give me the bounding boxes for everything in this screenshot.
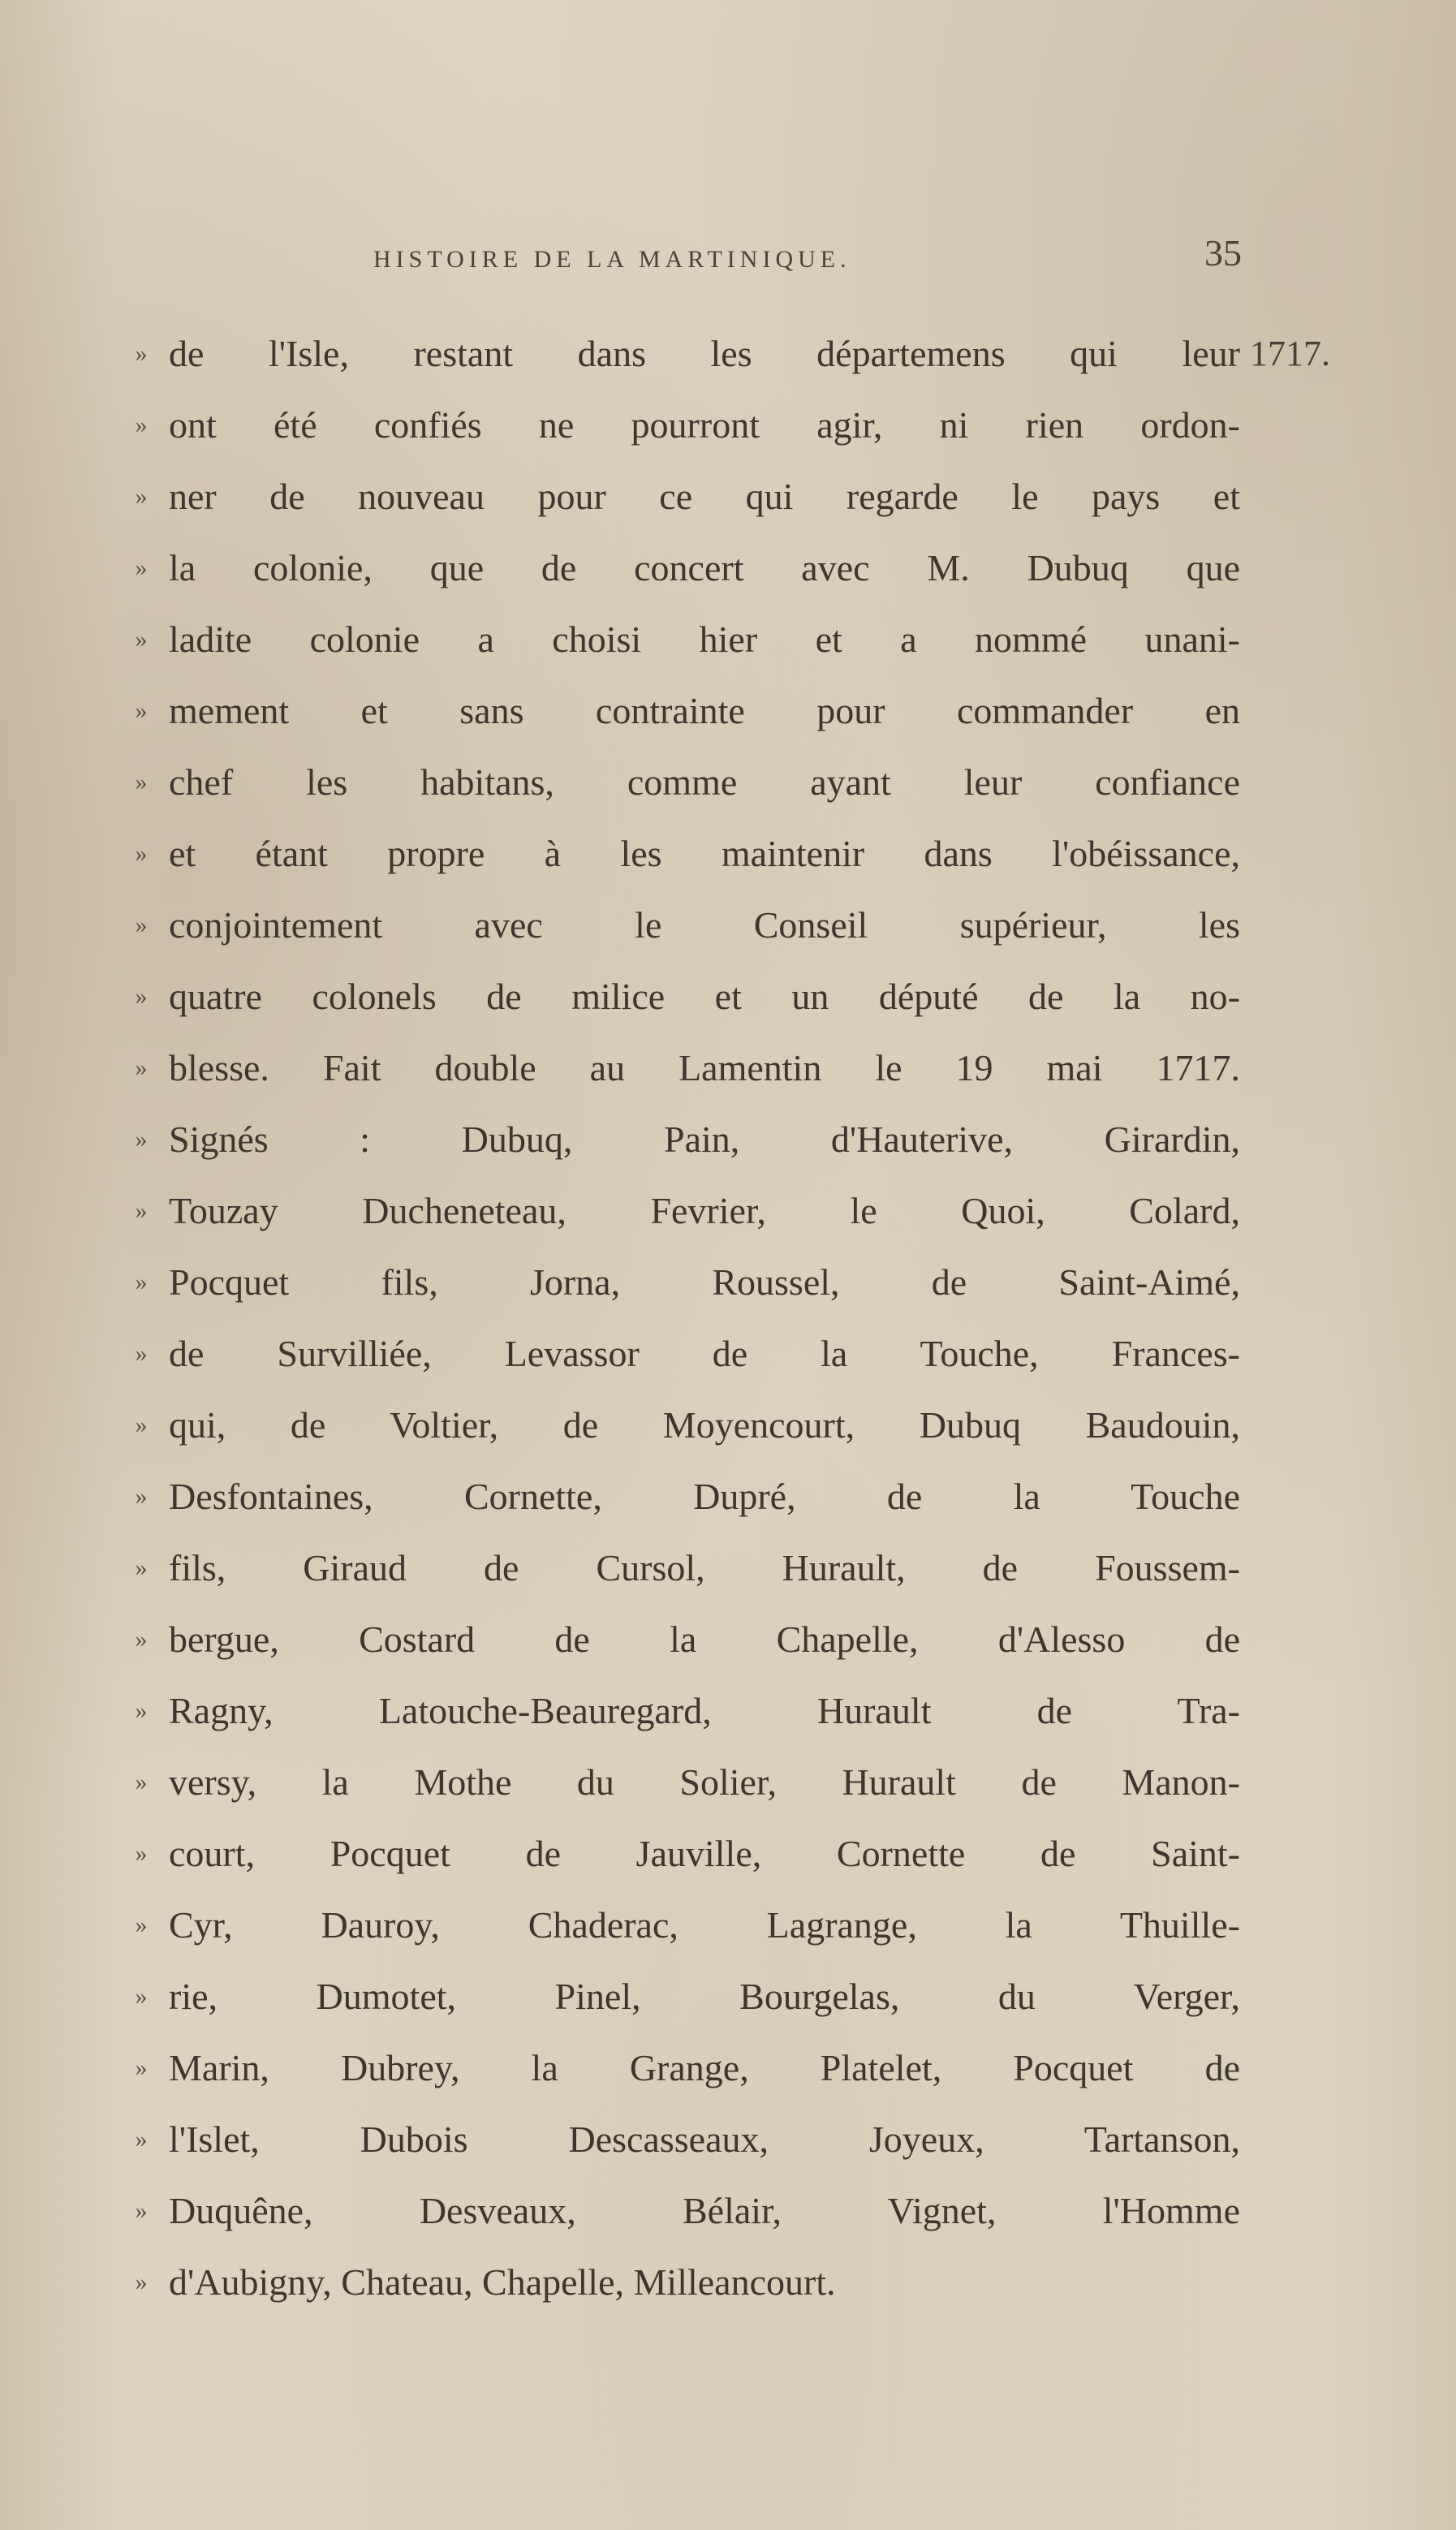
- line-text: de Survilliée, Levassor de la Touche, Frances-: [169, 1333, 1240, 1374]
- quote-mark: »: [135, 1769, 148, 1795]
- line-text: quatre colonels de milice et un député de la no-: [169, 976, 1240, 1017]
- text-line: [122, 1961, 1242, 2032]
- line-text: mement et sans contrainte pour commander en: [169, 690, 1240, 731]
- quote-mark: »: [135, 1912, 148, 1938]
- text-line: [122, 961, 1242, 1032]
- text-line: [122, 1104, 1242, 1175]
- quote-mark: »: [135, 1840, 148, 1867]
- quote-mark: »: [135, 1126, 148, 1153]
- text-line: [122, 2104, 1242, 2175]
- quote-mark: »: [135, 983, 148, 1010]
- text-line: [122, 1318, 1242, 1390]
- quote-mark: »: [135, 2126, 148, 2153]
- text-line: [122, 532, 1242, 604]
- text-line: [122, 1747, 1242, 1818]
- line-text: Cyr, Dauroy, Chaderac, Lagrange, la Thuille-: [169, 1904, 1240, 1946]
- quote-mark: »: [135, 340, 148, 367]
- quote-mark: »: [135, 840, 148, 867]
- line-text: Desfontaines, Cornette, Dupré, de la Touche: [169, 1476, 1240, 1517]
- quote-mark: »: [135, 1554, 148, 1581]
- line-text: ont été confiés ne pourront agir, ni rien ordon-: [169, 404, 1240, 446]
- line-text: bergue, Costard de la Chapelle, d'Alesso de: [169, 1618, 1240, 1660]
- quote-mark: »: [135, 697, 148, 724]
- line-text: Ragny, Latouche-Beauregard, Hurault de Tra-: [169, 1690, 1240, 1731]
- quote-mark: »: [135, 2054, 148, 2081]
- text-line: [122, 1032, 1242, 1104]
- quote-mark: »: [135, 769, 148, 795]
- line-text: Touzay Ducheneteau, Fevrier, le Quoi, Colard,: [169, 1190, 1240, 1231]
- text-line: [122, 2032, 1242, 2104]
- quote-mark: »: [135, 912, 148, 938]
- text-line: [122, 1247, 1242, 1318]
- line-text: qui, de Voltier, de Moyencourt, Dubuq Baudouin,: [169, 1404, 1240, 1446]
- text-line: [122, 1675, 1242, 1747]
- line-text: Signés : Dubuq, Pain, d'Hauterive, Girardin,: [169, 1118, 1240, 1160]
- line-text: de l'Isle, restant dans les départemens qui leur: [169, 333, 1240, 374]
- running-title: HISTOIRE DE LA MARTINIQUE.: [373, 246, 851, 273]
- quote-mark: »: [135, 1197, 148, 1224]
- quote-mark: »: [135, 1626, 148, 1653]
- text-line: [122, 818, 1242, 890]
- text-line: [122, 1390, 1242, 1461]
- line-text: conjointement avec le Conseil supérieur, les: [169, 904, 1240, 946]
- page-header: [373, 231, 1242, 288]
- line-text: l'Islet, Dubois Descasseaux, Joyeux, Tartanson,: [169, 2118, 1240, 2160]
- quote-mark: »: [135, 1412, 148, 1438]
- text-line: [122, 390, 1242, 461]
- quote-mark: »: [135, 1697, 148, 1724]
- line-text: ladite colonie a choisi hier et a nommé unani-: [169, 618, 1240, 660]
- quoted-text-block: [122, 318, 1242, 2318]
- text-line: [122, 318, 1242, 390]
- margin-year-note: 1717.: [1250, 334, 1330, 373]
- line-text: Duquêne, Desveaux, Bélair, Vignet, l'Homme: [169, 2190, 1240, 2231]
- text-line: [122, 1532, 1242, 1604]
- line-text: et étant propre à les maintenir dans l'obéissance,: [169, 833, 1240, 874]
- text-line: [122, 1890, 1242, 1961]
- text-line: [122, 747, 1242, 818]
- quote-mark: »: [135, 483, 148, 510]
- quote-mark: »: [135, 1340, 148, 1367]
- line-text: ner de nouveau pour ce qui regarde le pays et: [169, 476, 1240, 517]
- line-text: rie, Dumotet, Pinel, Bourgelas, du Verger,: [169, 1976, 1240, 2017]
- line-text: chef les habitans, comme ayant leur confiance: [169, 761, 1240, 803]
- text-line: [122, 890, 1242, 961]
- quote-mark: »: [135, 2197, 148, 2224]
- quote-mark: »: [135, 1483, 148, 1510]
- quote-mark: »: [135, 1054, 148, 1081]
- line-text: Pocquet fils, Jorna, Roussel, de Saint-Aimé,: [169, 1261, 1240, 1303]
- text-line: [122, 604, 1242, 675]
- line-text: court, Pocquet de Jauville, Cornette de Saint-: [169, 1833, 1240, 1874]
- page-number: 35: [1204, 232, 1242, 274]
- text-line: [122, 1818, 1242, 1890]
- quote-mark: »: [135, 554, 148, 581]
- line-text: Marin, Dubrey, la Grange, Platelet, Pocquet de: [169, 2047, 1240, 2088]
- line-text: blesse. Fait double au Lamentin le 19 mai 1717.: [169, 1047, 1240, 1088]
- text-line: [122, 461, 1242, 532]
- text-line: [122, 1175, 1242, 1247]
- text-line: [122, 2247, 1242, 2318]
- quote-mark: »: [135, 1983, 148, 2010]
- text-line: [122, 675, 1242, 747]
- line-text: la colonie, que de concert avec M. Dubuq que: [169, 547, 1240, 588]
- quote-mark: »: [135, 2269, 148, 2295]
- text-line: [122, 1604, 1242, 1675]
- text-line: [122, 1461, 1242, 1532]
- quote-mark: »: [135, 626, 148, 653]
- line-text: versy, la Mothe du Solier, Hurault de Manon-: [169, 1761, 1240, 1803]
- line-text: d'Aubigny, Chateau, Chapelle, Milleancourt.: [169, 2261, 836, 2303]
- text-line: [122, 2175, 1242, 2247]
- quote-mark: »: [135, 1269, 148, 1295]
- line-text: fils, Giraud de Cursol, Hurault, de Foussem-: [169, 1547, 1240, 1588]
- quote-mark: »: [135, 412, 148, 438]
